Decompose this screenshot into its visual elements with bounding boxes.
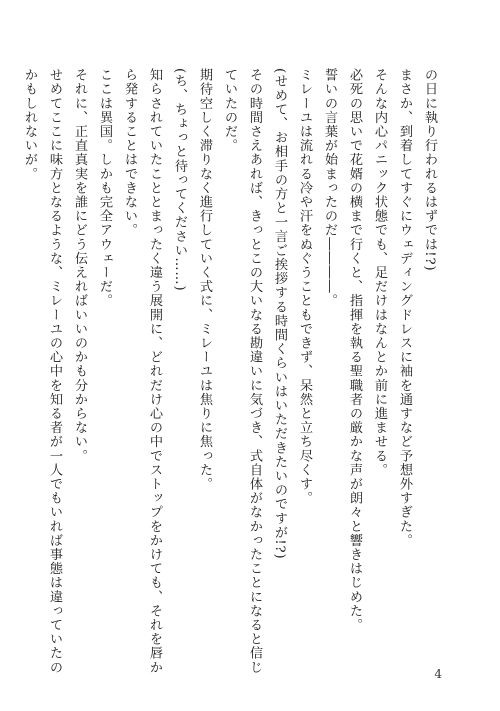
text-line: せめてここに味方となるような、ミレーユの心中を知る者が一人でもいれば事態は違っていたの — [47, 68, 62, 675]
text-line: ていたのだ。 — [222, 68, 237, 153]
page-number: 4 — [434, 667, 442, 681]
vertical-text-block — [22, 68, 442, 675]
text-line: 必死の思いで花婿の横まで行くと、指揮を執る聖職者の厳かな声が朗々と響きはじめた。 — [347, 68, 362, 632]
text-line: (ち、ちょっと待ってください……) — [172, 68, 187, 292]
text-line: の日に執り行われるはずでは!?) — [422, 68, 437, 272]
text-line: 期待空しく滞りなく進行していく式に、ミレーユは焦りに焦った。 — [197, 68, 212, 491]
text-line: ら発することはできない。 — [122, 68, 137, 238]
text-line: そんな内心パニック状態でも、足だけはなんとか前に進ませる。 — [372, 68, 387, 477]
text-line: (せめて、お相手の方と一言ご挨拶する時間くらいはいただきたいのですが!?) — [272, 68, 287, 560]
text-line: それに、正直真実を誰にどう伝えればいいのかも分からない。 — [72, 68, 87, 463]
text-line: かもしれないが。 — [22, 68, 37, 181]
text-line: まさか、到着してすぐにウェディングドレスに袖を通すなど予想外すぎた。 — [397, 68, 412, 548]
text-line: 誓いの言葉が始まったのだ――――。 — [322, 68, 337, 308]
text-line: 知らされていたこととまったく違う展開に、どれだけ心の中でストップをかけても、それを唇か — [147, 68, 162, 675]
text-line: その時間さえあれば、きっとこの大いなる勘違いに気づき、式自体がなかったことになると信じ — [247, 68, 262, 675]
text-line: ここは異国。しかも完全アウェーだ。 — [97, 68, 112, 308]
text-line: ミレーユは流れる冷や汗をぬぐうこともできず、呆然と立ち尽くす。 — [297, 68, 312, 506]
